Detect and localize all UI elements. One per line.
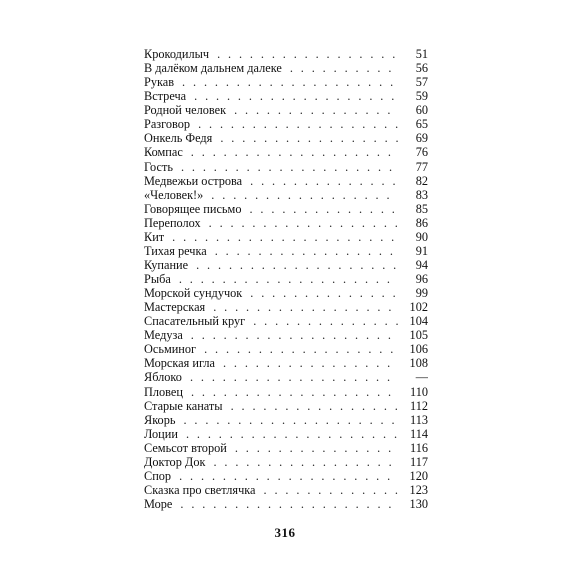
toc-entry-page: 112 <box>410 398 428 413</box>
toc-entry-page: 51 <box>415 47 428 61</box>
toc-entry <box>144 244 428 258</box>
toc-entry-page: 116 <box>410 440 428 455</box>
toc-entry <box>144 230 428 244</box>
toc-entry <box>144 272 428 286</box>
toc-entry-title: Осьминог <box>144 342 197 357</box>
toc-entry-page: 117 <box>410 454 428 469</box>
toc-entry-page: 60 <box>415 103 428 118</box>
toc-entry-page: 85 <box>415 201 428 216</box>
toc-entry <box>144 286 428 300</box>
toc-entry <box>144 342 428 356</box>
toc-entry-title: Онкель Федя <box>144 131 213 146</box>
dot-leader <box>181 160 398 174</box>
toc-entry-title: Сказка про светлячка <box>144 482 256 497</box>
toc-entry-page: 91 <box>415 243 428 258</box>
dot-leader <box>204 342 398 356</box>
toc-entry <box>144 258 428 272</box>
toc-entry <box>144 314 428 328</box>
dot-leader <box>217 47 398 61</box>
toc-entry <box>144 61 428 75</box>
toc-entry-title: Якорь <box>144 412 176 427</box>
toc-entry-title: Разговор <box>144 117 191 132</box>
dot-leader <box>172 230 398 244</box>
toc-entry <box>144 89 428 103</box>
toc-entry <box>144 370 428 384</box>
dot-leader <box>235 441 398 455</box>
toc-entry <box>144 216 428 230</box>
toc-entry-page: 82 <box>415 173 428 188</box>
toc-entry-page: 69 <box>415 131 428 146</box>
toc-entry-page: 108 <box>409 356 428 371</box>
toc-entry <box>144 413 428 427</box>
toc-entry-title: Старые канаты <box>144 398 223 413</box>
dot-leader <box>186 427 398 441</box>
toc-entry-title: Медуза <box>144 328 183 343</box>
toc-entry-title: Спор <box>144 468 172 483</box>
dot-leader <box>264 483 398 497</box>
toc-entry-page: 65 <box>415 117 428 132</box>
toc-entry <box>144 356 428 370</box>
toc-entry-page: 120 <box>409 468 428 483</box>
toc-entry-page: 130 <box>409 497 428 511</box>
toc-entry-page: 105 <box>409 328 428 343</box>
dot-leader <box>191 328 398 342</box>
toc-entry-title: Переполох <box>144 215 201 230</box>
toc-entry-page: 77 <box>415 159 428 174</box>
dot-leader <box>182 75 398 89</box>
dot-leader <box>183 413 398 427</box>
dot-leader <box>196 258 398 272</box>
toc-entry <box>144 202 428 216</box>
dot-leader <box>191 385 398 399</box>
toc-entry-title: Рукав <box>144 75 175 90</box>
toc-entry-title: Медвежьи острова <box>144 173 243 188</box>
dot-leader <box>213 455 398 469</box>
dot-leader <box>249 202 398 216</box>
toc-entry-title: Доктор Док <box>144 454 206 469</box>
page-number: 316 <box>274 525 296 540</box>
dot-leader <box>190 370 398 384</box>
toc-entry <box>144 131 428 145</box>
toc-entry <box>144 455 428 469</box>
dot-leader <box>253 314 398 328</box>
toc-entry-page: 57 <box>415 75 428 90</box>
toc-entry-title: Яблоко <box>144 370 182 385</box>
toc-entry <box>144 427 428 441</box>
toc-entry-title: Морская игла <box>144 356 215 371</box>
toc-entry-title: Мастерская <box>144 300 206 315</box>
dot-leader <box>213 300 398 314</box>
dot-leader <box>223 356 398 370</box>
toc-entry <box>144 300 428 314</box>
dot-leader <box>209 216 398 230</box>
toc-entry <box>144 103 428 117</box>
dot-leader <box>231 399 398 413</box>
toc-entry <box>144 385 428 399</box>
toc-entry-page: 94 <box>415 257 428 272</box>
toc-entry <box>144 469 428 483</box>
toc-entry-title: Родной человек <box>144 103 227 118</box>
toc-entry-page: 102 <box>409 300 428 315</box>
toc-entry-title: Гость <box>144 159 173 174</box>
dot-leader <box>250 286 398 300</box>
table-of-contents <box>144 47 428 511</box>
toc-entry <box>144 160 428 174</box>
toc-entry-page: 83 <box>415 187 428 202</box>
toc-entry-page: 110 <box>410 384 428 399</box>
dot-leader <box>180 497 398 511</box>
dot-leader <box>234 103 398 117</box>
dot-leader <box>179 272 398 286</box>
toc-entry-title: Морской сундучок <box>144 286 243 301</box>
dot-leader <box>250 174 398 188</box>
toc-entry-page: 104 <box>409 314 428 329</box>
toc-entry-page: 90 <box>415 229 428 244</box>
toc-entry-title: Крокодилыч <box>144 47 210 61</box>
toc-entry <box>144 497 428 511</box>
toc-entry-title: Встреча <box>144 89 187 104</box>
dot-leader <box>191 145 398 159</box>
toc-entry <box>144 188 428 202</box>
toc-entry-title: Пловец <box>144 384 183 399</box>
toc-entry-page: 123 <box>409 482 428 497</box>
dot-leader <box>179 469 398 483</box>
toc-entry <box>144 117 428 131</box>
toc-entry-page: 99 <box>415 286 428 301</box>
toc-entry <box>144 75 428 89</box>
toc-entry-title: Купание <box>144 257 189 272</box>
toc-entry-page: 113 <box>410 412 428 427</box>
dot-leader <box>215 244 398 258</box>
toc-entry-title: Море <box>144 497 173 511</box>
toc-entry-page: 59 <box>415 89 428 104</box>
toc-entry-page: 96 <box>415 272 428 286</box>
toc-entry-page: 56 <box>415 61 428 76</box>
toc-entry-title: Семьсот второй <box>144 440 227 455</box>
toc-entry-title: Компас <box>144 145 183 160</box>
toc-entry <box>144 399 428 413</box>
toc-entry-page: 86 <box>415 215 428 230</box>
toc-entry-page: — <box>415 370 428 385</box>
toc-entry-title: Кит <box>144 229 165 244</box>
toc-entry <box>144 328 428 342</box>
toc-entry-page: 76 <box>415 145 428 160</box>
dot-leader <box>198 117 398 131</box>
toc-entry <box>144 483 428 497</box>
toc-entry <box>144 47 428 61</box>
toc-entry-page: 106 <box>409 342 428 357</box>
toc-entry-title: Тихая речка <box>144 243 207 258</box>
toc-entry-title: Рыба <box>144 272 171 286</box>
dot-leader <box>220 131 398 145</box>
toc-entry <box>144 145 428 159</box>
dot-leader <box>211 188 398 202</box>
toc-entry-title: В далёком дальнем далеке <box>144 61 282 76</box>
toc-entry <box>144 441 428 455</box>
toc-entry-title: Говорящее письмо <box>144 201 242 216</box>
toc-entry <box>144 174 428 188</box>
dot-leader <box>290 61 398 75</box>
dot-leader <box>194 89 398 103</box>
toc-entry-page: 114 <box>410 426 428 441</box>
toc-entry-title: Спасательный круг <box>144 314 246 329</box>
toc-entry-title: «Человек!» <box>144 187 204 202</box>
toc-entry-title: Лоции <box>144 426 178 441</box>
